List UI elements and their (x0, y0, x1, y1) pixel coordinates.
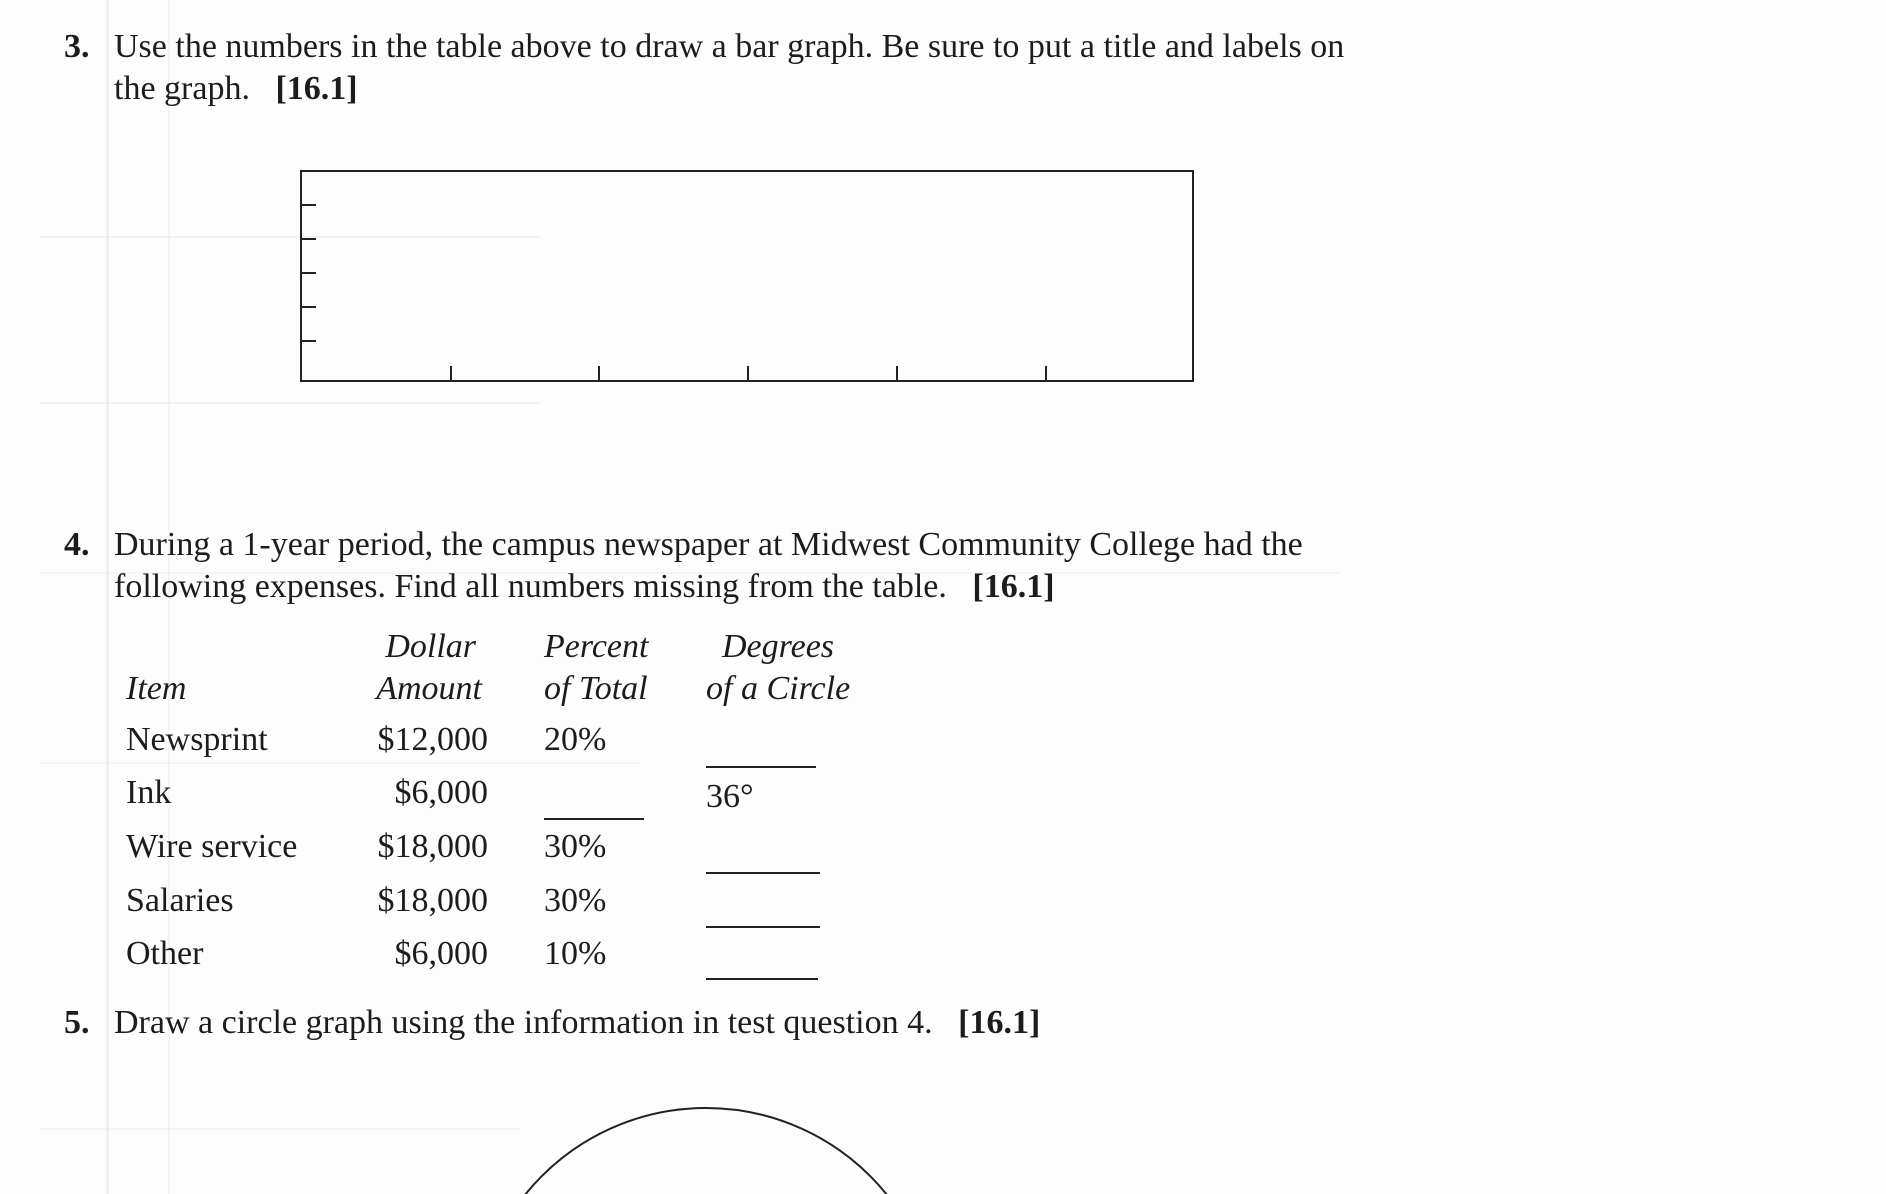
question-line-text: following expenses. Find all numbers missing from the table. (114, 568, 947, 605)
y-axis-tick (302, 204, 316, 206)
row-percent: 10% (544, 935, 607, 972)
question-line (114, 566, 1303, 608)
header-dollar-bottom: Amount (376, 670, 482, 707)
section-reference: [16.1] (275, 70, 358, 107)
blank-bar-graph-frame (300, 170, 1194, 382)
row-item: Wire service (126, 828, 298, 865)
row-amount: $6,000 (394, 935, 488, 972)
y-axis-tick (302, 306, 316, 308)
y-axis-tick (302, 272, 316, 274)
header-dollar-top: Dollar (385, 628, 476, 665)
question-line: Use the numbers in the table above to draw a bar graph. Be sure to put a title and labels on (114, 28, 1345, 65)
question-4 (64, 524, 1464, 614)
row-percent: 30% (544, 828, 607, 865)
bleed-through-line (40, 402, 540, 404)
row-amount: $6,000 (394, 774, 488, 811)
bleed-through-line (40, 1128, 520, 1130)
y-axis-tick (302, 340, 316, 342)
answer-blank (706, 978, 818, 980)
question-line: During a 1-year period, the campus newspaper at Midwest Community College had the (114, 526, 1303, 563)
section-reference: [16.1] (972, 568, 1055, 605)
header-degrees-bottom: of a Circle (706, 670, 851, 707)
answer-blank (706, 872, 820, 874)
question-number: 4. (64, 526, 90, 563)
row-degrees: 36° (706, 778, 754, 815)
row-item: Ink (126, 774, 172, 811)
blank-circle-graph (480, 1105, 950, 1194)
row-percent: 30% (544, 882, 607, 919)
question-line-text: the graph. (114, 70, 250, 107)
bleed-through-line (40, 762, 640, 764)
row-amount: $18,000 (377, 882, 488, 919)
x-axis-tick (896, 366, 898, 380)
section-reference: [16.1] (958, 1004, 1041, 1041)
row-item: Newsprint (126, 721, 268, 758)
circle-graph-outline (480, 1105, 950, 1194)
question-text (114, 524, 1303, 608)
row-item: Salaries (126, 882, 234, 919)
header-percent-top: Percent (544, 628, 649, 665)
question-5 (64, 1002, 1464, 1048)
x-axis-tick (1045, 366, 1047, 380)
row-amount: $18,000 (377, 828, 488, 865)
y-axis-tick (302, 238, 316, 240)
x-axis-tick (450, 366, 452, 380)
answer-blank (544, 818, 644, 820)
row-amount: $12,000 (377, 721, 488, 758)
question-text (114, 26, 1344, 110)
question-number: 5. (64, 1004, 90, 1041)
header-percent-bottom: of Total (544, 670, 648, 707)
x-axis-tick (598, 366, 600, 380)
answer-blank (706, 926, 820, 928)
question-line-text: Draw a circle graph using the information in test question 4. (114, 1004, 933, 1041)
header-item: Item (126, 670, 187, 707)
row-percent: 20% (544, 721, 607, 758)
answer-blank (706, 766, 816, 768)
question-line (114, 68, 1344, 110)
header-degrees-top: Degrees (722, 628, 835, 665)
question-number: 3. (64, 28, 90, 65)
question-3 (64, 26, 1464, 116)
row-item: Other (126, 935, 204, 972)
question-text (114, 1002, 1040, 1044)
x-axis-tick (747, 366, 749, 380)
